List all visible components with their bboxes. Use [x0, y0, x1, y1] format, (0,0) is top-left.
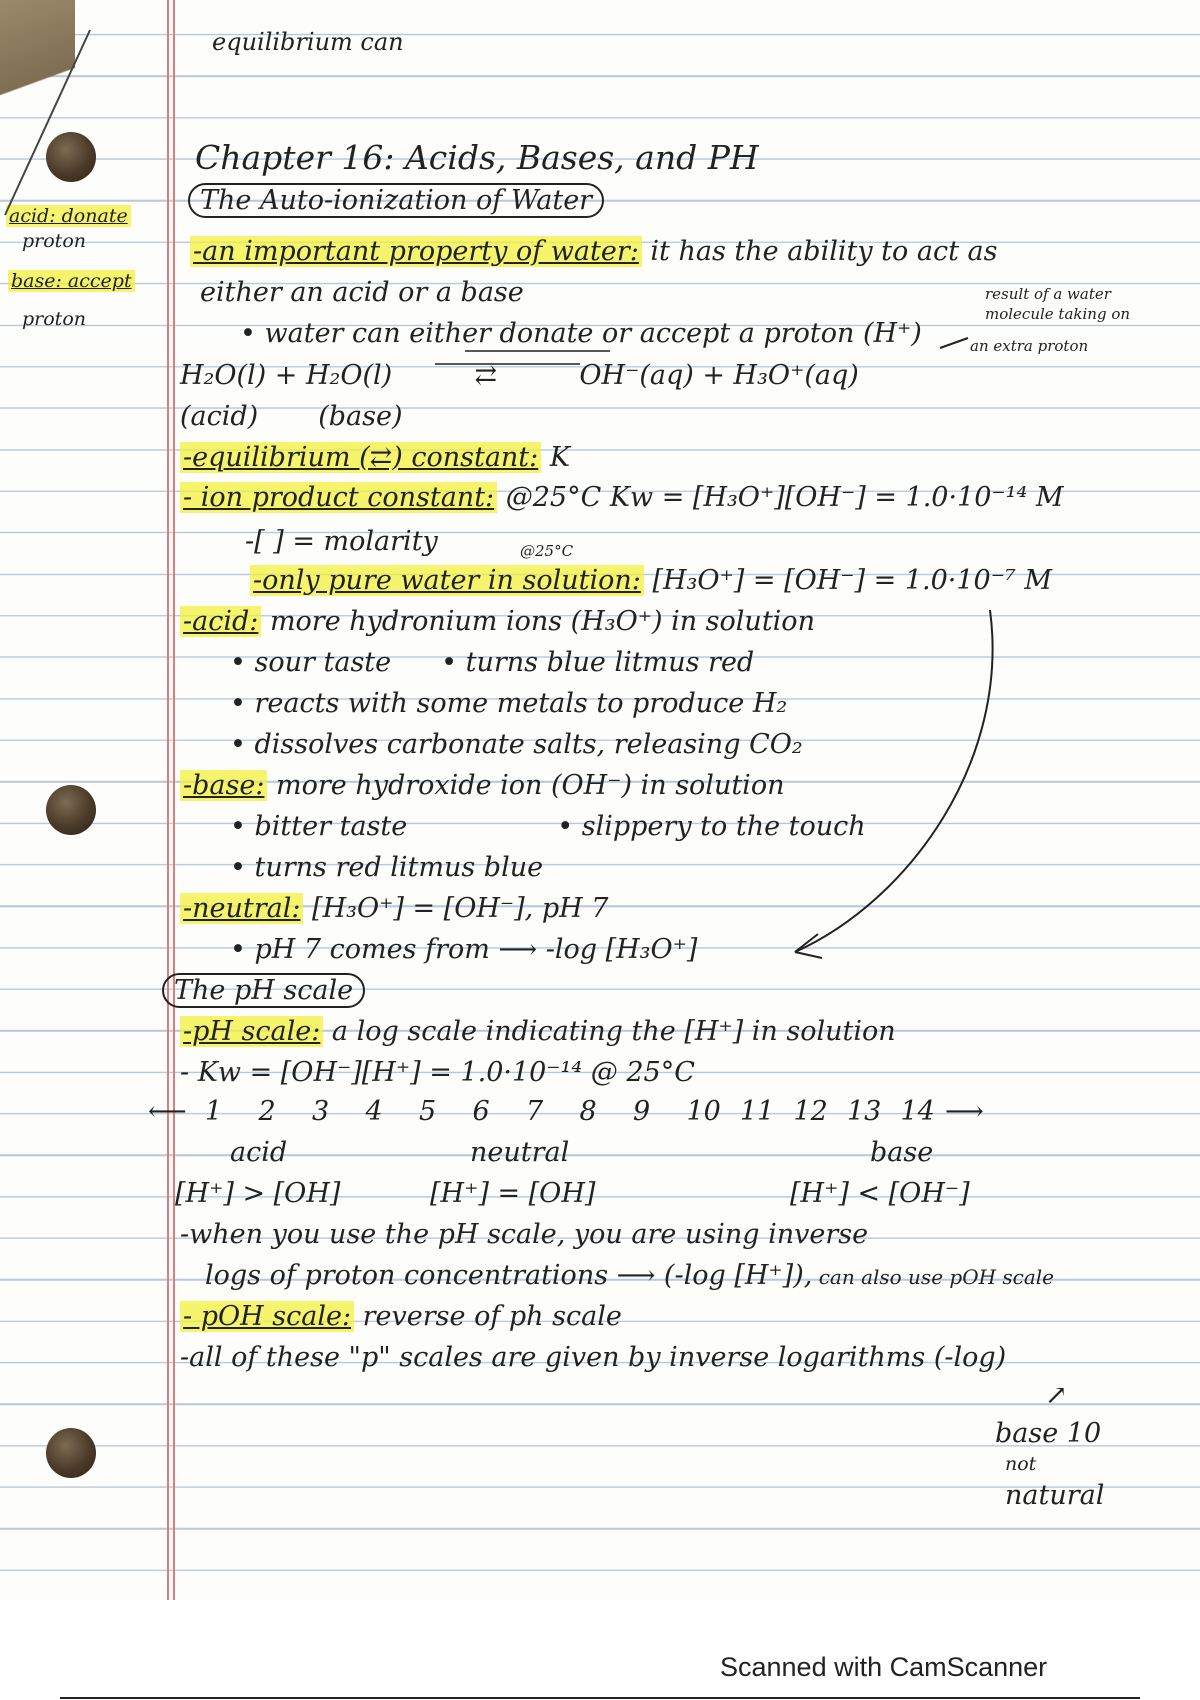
note-line: • pH 7 comes from ⟶ -log [H₃O⁺]	[230, 934, 698, 965]
note-line: -base: more hydroxide ion (OH⁻) in solution	[180, 770, 784, 801]
scanner-watermark: Scanned with CamScanner	[720, 1652, 1048, 1682]
note-line: • water can either donate or accept a proton (H⁺)	[240, 318, 922, 349]
note-line: -pH scale: a log scale indicating the [H⁺] in solution	[180, 1016, 896, 1047]
scale-right-arrow: ⟶	[945, 1096, 984, 1127]
bottom-note-line: base 10	[995, 1418, 1102, 1449]
ph-scale-number: 6	[472, 1096, 490, 1127]
side-note-line: result of a water	[985, 285, 1111, 303]
note-line: (acid) (base)	[180, 401, 403, 432]
note-line: -equilibrium (⇄) constant: K	[180, 442, 570, 473]
note-line: -neutral: [H₃O⁺] = [OH⁻], pH 7	[180, 893, 608, 924]
header-note: equilibrium can	[212, 28, 404, 56]
bottom-note-line: not	[1005, 1453, 1037, 1475]
note-line: - Kw = [OH⁻][H⁺] = 1.0·10⁻¹⁴ @ 25°C	[180, 1057, 695, 1088]
equation-line: H₂O(l) + H₂O(l) ⇄ OH⁻(aq) + H₃O⁺(aq)	[180, 360, 859, 391]
note-line: -[ ] = molarity	[245, 526, 438, 557]
side-note-line: molecule taking on	[985, 305, 1131, 323]
ph-scale-number: 12	[793, 1096, 828, 1127]
sidebar-base-definition-2: proton	[22, 308, 86, 330]
bottom-note-line: natural	[1005, 1480, 1105, 1511]
scale-label-acid: acid	[230, 1137, 288, 1168]
ph-scale-number: 4	[365, 1096, 383, 1127]
scale-label-neutral: neutral	[470, 1137, 570, 1168]
note-annotation: @25°C	[520, 542, 574, 560]
footer-rule	[60, 1697, 1140, 1699]
ph-scale-number: 10	[686, 1096, 721, 1127]
note-line: -when you use the pH scale, you are using inverse	[180, 1219, 869, 1250]
side-note-pointer	[940, 338, 968, 348]
ph-scale-number: 14	[900, 1096, 935, 1127]
note-line: -only pure water in solution: [H₃O⁺] = [OH⁻] = 1.0·10⁻⁷ M	[250, 565, 1052, 596]
ph-scale-number: 5	[419, 1096, 437, 1127]
corner-crease	[5, 30, 90, 215]
scale-label-base: base	[870, 1137, 934, 1168]
ph-scale-number: 3	[312, 1096, 330, 1127]
ph-scale-number: 2	[258, 1096, 276, 1127]
note-line: logs of proton concentrations ⟶ (-log [H⁺]), can also use pOH scale	[205, 1260, 1055, 1291]
ph-scale-number: 11	[740, 1096, 775, 1127]
note-line: • sour taste • turns blue litmus red	[230, 647, 755, 678]
note-line: -acid: more hydronium ions (H₃O⁺) in solution	[180, 606, 815, 637]
note-line: • dissolves carbonate salts, releasing CO₂	[230, 729, 803, 760]
ph-scale-number: 13	[847, 1096, 882, 1127]
note-line: • turns red litmus blue	[230, 852, 544, 883]
note-line: • reacts with some metals to produce H₂	[230, 688, 788, 719]
note-line: -an important property of water: it has the ability to act as	[190, 236, 997, 267]
side-note-line: an extra proton	[970, 337, 1089, 355]
scanner-footer	[0, 1600, 1200, 1700]
bottom-note-arrow: ↗	[1045, 1380, 1068, 1411]
ph-scale-number: 7	[526, 1096, 544, 1127]
sidebar-acid-definition-2: proton	[22, 230, 86, 252]
scale-left-arrow: ⟵	[148, 1096, 187, 1127]
ph-scale-number: 1	[205, 1096, 223, 1127]
ph-scale-number: 9	[633, 1096, 651, 1127]
note-line: • bitter taste • slippery to the touch	[230, 811, 866, 842]
comparison-neutral: [H⁺] = [OH]	[430, 1178, 596, 1209]
sidebar-acid-definition: acid: donate	[6, 205, 131, 227]
sidebar-base-definition: base: accept	[8, 270, 135, 292]
section-title-auto-ionization: The Auto-ionization of Water	[188, 185, 604, 216]
chapter-title: Chapter 16: Acids, Bases, and PH	[195, 138, 759, 177]
comparison-base: [H⁺] < [OH⁻]	[790, 1178, 970, 1209]
curved-arrow-path	[795, 610, 993, 952]
note-line: -all of these "p" scales are given by inverse logarithms (-log)	[180, 1342, 1007, 1373]
ph-scale-number: 8	[579, 1096, 597, 1127]
note-line: - ion product constant: @25°C Kw = [H₃O⁺][OH⁻] = 1.0·10⁻¹⁴ M	[180, 482, 1064, 513]
comparison-acid: [H⁺] > [OH]	[175, 1178, 341, 1209]
note-line: - pOH scale: reverse of ph scale	[180, 1301, 622, 1332]
section-title-ph-scale: The pH scale	[162, 975, 365, 1006]
note-line: either an acid or a base	[200, 277, 524, 308]
